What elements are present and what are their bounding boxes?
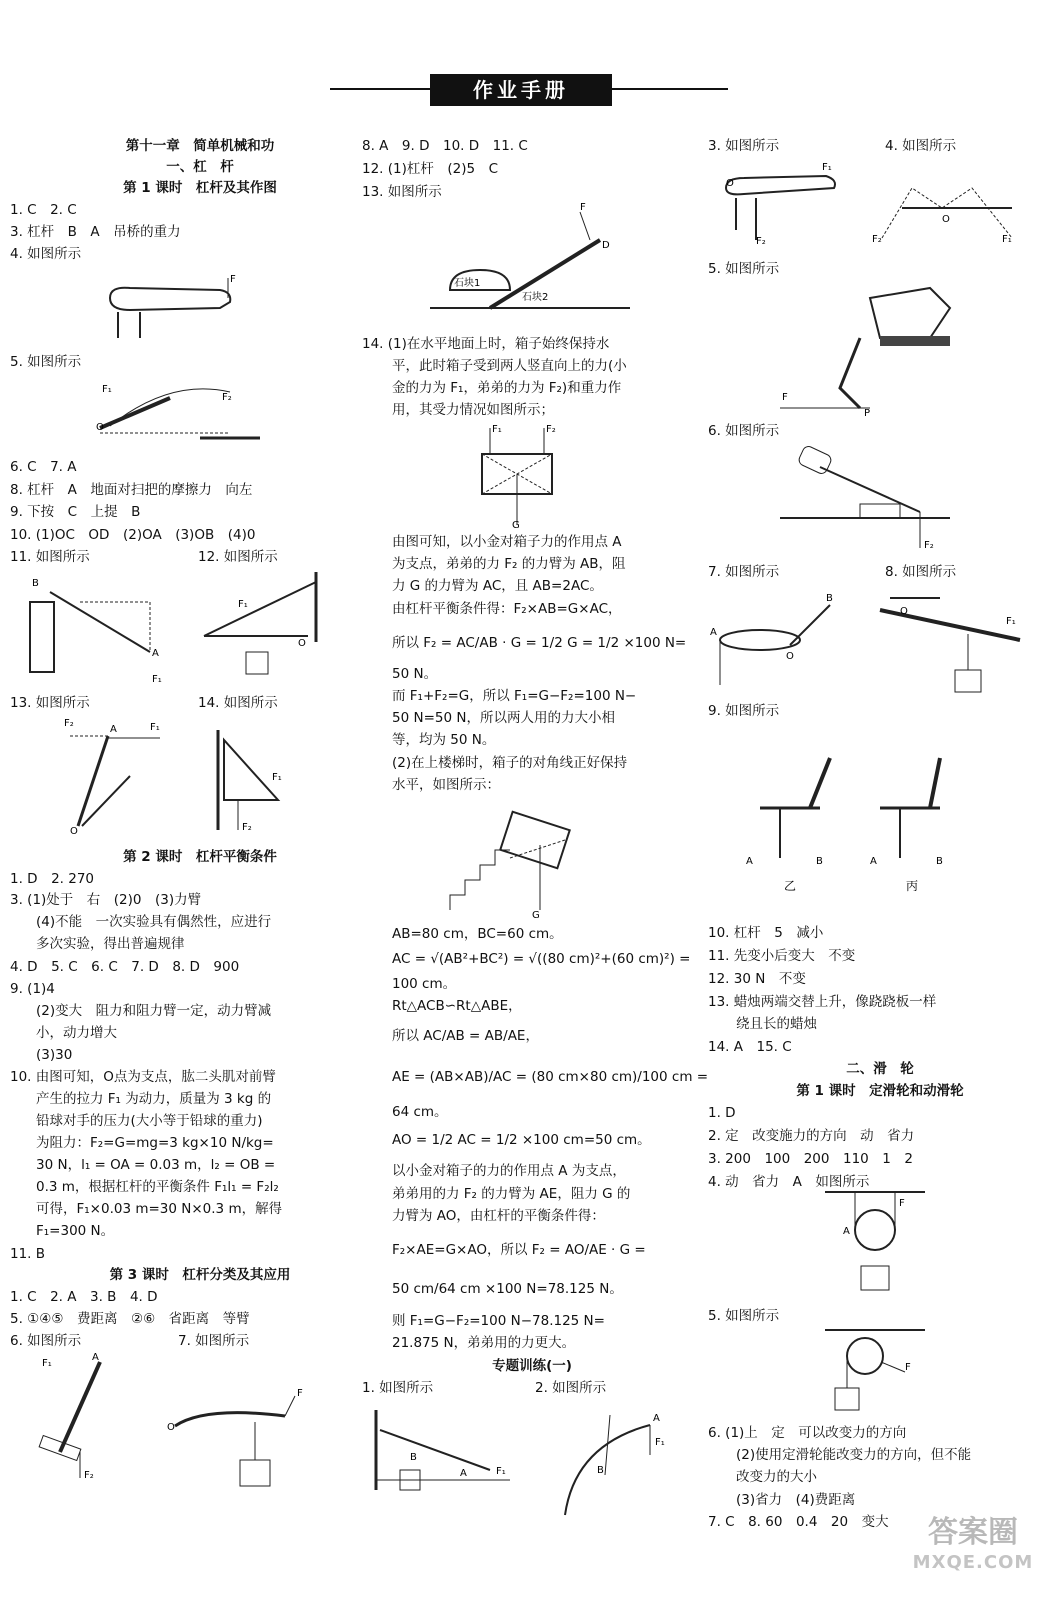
col1-line: 3. 杠杆 B A 吊桥的重力 [10,224,181,240]
col1-line: 6. 如图所示 [10,1333,82,1349]
col1-line: 铅球对手的压力(大小等于铅球的重力) [36,1113,263,1129]
svg-text:F: F [905,1362,911,1373]
col1-line: 6. C 7. A [10,459,77,475]
col1-line: 8. 杠杆 A 地面对扫把的摩擦力 向左 [10,482,253,498]
svg-text:O: O [726,178,734,189]
col3-line: 11. 先变小后变大 不变 [708,948,856,964]
col3-line: 7. C 8. 60 0.4 20 变大 [708,1514,889,1530]
col1-line: 7. 如图所示 [178,1333,250,1349]
col2-line: 50 cm/64 cm ×100 N=78.125 N。 [392,1281,623,1297]
svg-text:A: A [870,856,877,867]
col2-line: 等，均为 50 N。 [392,732,496,748]
chair-label-bing: 丙 [906,879,919,893]
pulley-figure-5 [825,1328,925,1418]
col1-line: 5. 如图所示 [10,354,82,370]
figure-6-col3 [780,442,950,552]
col3-line: 7. 如图所示 [708,564,780,580]
col3-line: 绕且长的蜡烛 [736,1016,817,1032]
svg-text:G: G [532,910,540,921]
svg-text:B: B [816,856,823,867]
svg-text:A: A [746,856,753,867]
watermark-logo [908,1514,1038,1578]
svg-text:B: B [826,593,833,604]
svg-text:F₂: F₂ [64,718,74,729]
col1-line: 11. 如图所示 [10,549,90,565]
col1-line: 9. 下按 C 上提 B [10,504,141,520]
svg-text:F₁: F₁ [152,674,162,685]
svg-text:D: D [602,240,610,251]
col1-line: 9. (1)4 [10,981,55,997]
lever-figure-6 [30,1352,140,1482]
col2-line: 专题训练(一) [492,1358,572,1374]
col1-line: (4)不能 一次实验具有偶然性，应进行 [36,914,272,930]
col2-line: 8. A 9. D 10. D 11. C [362,138,528,154]
stone-2-label: 石块2 [522,292,549,303]
col2-line: 以小金对箱子的力的作用点 A 为支点， [392,1163,626,1179]
col2-line: 2. 如图所示 [535,1380,607,1396]
col2-line: 力臂为 AO，由杠杆的平衡条件得： [392,1208,605,1224]
svg-text:B: B [597,1465,604,1476]
col2-line: 14. (1)在水平地面上时，箱子始终保持水 [362,336,610,352]
col1-line: 10. (1)OC OD (2)OA (3)OB (4)0 [10,527,256,543]
svg-text:F₁: F₁ [1006,616,1016,627]
wall-lever-figure-12 [198,572,328,692]
svg-text:A: A [460,1468,467,1479]
col2-line: 则 F₁=G−F₂=100 N−78.125 N= [392,1313,605,1329]
col2-line: (2)在上楼梯时，箱子的对角线正好保持 [392,755,628,771]
col1-line: 0.3 m，根据杠杆的平衡条件 F₁l₁ = F₂l₂ [36,1179,279,1195]
svg-text:A: A [710,627,717,638]
svg-text:A: A [152,648,159,659]
svg-text:F₁: F₁ [102,384,112,395]
col1-line: 14. 如图所示 [198,695,278,711]
wall-bracket-figure-14 [198,730,298,840]
col2-line: 50 N=50 N，所以两人用的力大小相 [392,710,615,726]
col3-line: 二、滑 轮 [846,1061,914,1077]
col3-line: (2)使用定滑轮能改变力的方向，但不能 [736,1447,972,1463]
svg-text:A: A [843,1226,850,1237]
svg-text:F: F [230,274,236,285]
col2-line: 1. 如图所示 [362,1380,434,1396]
svg-text:O: O [942,214,950,225]
col3-line: 5. 如图所示 [708,261,780,277]
col2-line: AC = √(AB²+BC²) = √((80 cm)²+(60 cm)²) = [392,951,691,967]
special-figure-1 [370,1400,520,1500]
svg-text:F₂: F₂ [924,540,934,551]
col2-line: 12. (1)杠杆 (2)5 C [362,161,499,177]
col1-line: 5. ①④⑤ 费距离 ②⑥ 省距离 等臂 [10,1311,250,1327]
col2-line: AE = (AB×AB)/AC = (80 cm×80 cm)/100 cm = [392,1069,709,1085]
col2-line: 弟弟用的力 F₂ 的力臂为 AE，阻力 G 的 [392,1186,631,1202]
figure-8-col3 [870,590,1030,700]
pulley-figure-4 [825,1190,925,1300]
svg-text:B: B [410,1452,417,1463]
svg-text:F: F [899,1198,905,1209]
col1-line: 4. 如图所示 [10,246,82,262]
col2-line: AO = 1/2 AC = 1/2 ×100 cm=50 cm。 [392,1132,651,1148]
col1-line: (2)变大 阻力和阻力臂一定，动力臂减 [36,1003,272,1019]
col3-line: 改变力的大小 [736,1469,817,1485]
col2-line: 50 N。 [392,666,438,682]
col3-line: 6. 如图所示 [708,423,780,439]
svg-text:A: A [653,1413,660,1424]
col2-line: Rt△ACB∽Rt△ABE， [392,998,522,1014]
figure-9-chairs [740,728,990,898]
col1-line: 为阻力：F₂=G=mg=3 kg×10 N/kg= [36,1135,274,1151]
col1-line: 一、杠 杆 [166,159,234,175]
col1-line: 第 3 课时 杠杆分类及其应用 [109,1267,291,1283]
svg-text:F₂: F₂ [222,392,232,403]
col3-line: 4. 如图所示 [885,138,957,154]
col2-line: 力 G 的力臂为 AC，且 AB=2AC。 [392,578,603,594]
svg-text:F₁: F₁ [822,162,832,173]
col3-line: 14. A 15. C [708,1039,792,1055]
figure-4-col3 [872,178,1022,248]
col3-line: 13. 蜡烛两端交替上升，像跷跷板一样 [708,994,937,1010]
page-title: 作业手册 [430,74,612,106]
watermark-text: 答案圈 [928,1515,1018,1550]
col2-line: 由图可知，以小金对箱子力的作用点 A [392,534,622,550]
svg-text:O: O [298,638,306,649]
col1-line: 可得，F₁×0.03 m=30 N×0.3 m，解得 [36,1201,283,1217]
col2-line: 由杠杆平衡条件得：F₂×AB=G×AC， [392,601,622,617]
col1-line: 1. C 2. C [10,202,77,218]
col2-line: 用，其受力情况如图所示； [392,402,554,418]
col3-line: 3. 如图所示 [708,138,780,154]
svg-text:O: O [786,651,794,662]
svg-text:P: P [864,408,871,419]
col2-line: 13. 如图所示 [362,184,442,200]
lever-figure-7 [165,1386,315,1496]
col2-line: 所以 F₂ = AC/AB · G = 1/2 G = 1/2 ×100 N= [392,635,687,651]
col3-line: 1. D [708,1105,736,1121]
figure-7-col3 [710,585,860,695]
svg-text:F₁: F₁ [496,1466,506,1477]
col3-line: 10. 杠杆 5 减小 [708,925,824,941]
col2-line: F₂×AE=G×AO，所以 F₂ = AO/AE · G = [392,1242,646,1258]
svg-text:F₂: F₂ [872,234,882,245]
col3-line: 9. 如图所示 [708,703,780,719]
svg-text:F₂: F₂ [546,424,556,435]
stairs-box-figure [450,800,590,920]
col1-line: 12. 如图所示 [198,549,278,565]
col1-line: (3)30 [36,1047,73,1063]
col3-line: 5. 如图所示 [708,1308,780,1324]
box-carry-figure [462,424,572,529]
col1-line: 10. 由图可知，O点为支点，肱二头肌对前臂 [10,1069,276,1085]
col2-line: 100 cm。 [392,976,457,992]
svg-text:F₁: F₁ [1002,234,1012,245]
svg-text:F: F [580,202,586,213]
col2-line: 水平，如图所示： [392,777,500,793]
chair-label-yi: 乙 [784,879,797,893]
col3-line: 6. (1)上 定 可以改变力的方向 [708,1425,907,1441]
col2-line: 21.875 N，弟弟用的力更大。 [392,1335,576,1351]
svg-text:G: G [512,520,520,531]
svg-text:O: O [70,826,78,837]
col3-line: 4. 动 省力 A 如图所示 [708,1174,870,1190]
col3-line: 3. 200 100 200 110 1 2 [708,1151,913,1167]
broom-figure-5 [90,378,270,458]
svg-text:F₁: F₁ [42,1358,52,1369]
svg-text:F₂: F₂ [756,236,766,247]
crowbar-figure-13 [430,200,630,320]
col1-line: 多次实验，得出普遍规律 [36,936,185,952]
svg-text:F₂: F₂ [242,822,252,833]
svg-text:F₁: F₁ [492,424,502,435]
col2-line: 为支点，弟弟的力 F₂ 的力臂为 AB，阻 [392,556,626,572]
col1-line: 30 N，l₁ = OA = 0.03 m，l₂ = OB = [36,1157,276,1173]
svg-text:B: B [32,578,39,589]
col1-line: 4. D 5. C 6. C 7. D 8. D 900 [10,959,240,975]
col1-line: 1. D 2. 270 [10,871,95,887]
svg-text:O: O [167,1422,175,1433]
col1-line: 1. C 2. A 3. B 4. D [10,1289,158,1305]
svg-text:F₁: F₁ [150,722,160,733]
col2-line: 而 F₁+F₂=G，所以 F₁=G−F₂=100 N− [392,688,637,704]
col2-line: 平，此时箱子受到两人竖直向上的力(小 [392,358,627,374]
col3-line: (3)省力 (4)费距离 [736,1492,856,1508]
col2-line: 64 cm。 [392,1104,448,1120]
svg-text:O: O [96,422,104,433]
stone-1-label: 石块1 [454,278,481,289]
col2-line: 所以 AC/AB = AB/AE， [392,1028,539,1044]
col1-line: 产生的拉力 F₁ 为动力，质量为 3 kg 的 [36,1091,272,1107]
svg-text:A: A [110,724,117,735]
col1-line: 第十一章 简单机械和功 [125,138,275,154]
lever-figure-13 [60,716,170,836]
svg-text:F₁: F₁ [655,1437,665,1448]
pump-figure-11 [20,572,170,692]
col3-line: 12. 30 N 不变 [708,971,806,987]
svg-text:F₁: F₁ [238,599,248,610]
figure-3-col3 [716,160,846,250]
col1-line: 3. (1)处于 右 (2)0 (3)力臂 [10,892,202,908]
svg-text:F₂: F₂ [84,1470,94,1481]
watermark-url: MXQE.COM [912,1552,1034,1573]
svg-text:B: B [936,856,943,867]
col1-line: 小，动力增大 [36,1025,117,1041]
svg-text:F: F [782,392,788,403]
col3-line: 8. 如图所示 [885,564,957,580]
lever-figure-4 [100,268,250,348]
col2-line: AB=80 cm，BC=60 cm。 [392,926,563,942]
col2-line: 金的力为 F₁，弟弟的力为 F₂)和重力作 [392,380,622,396]
special-figure-2 [555,1405,675,1525]
col3-line: 2. 定 改变施力的方向 动 省力 [708,1128,915,1144]
figure-5-col3 [780,278,960,418]
col1-line: 11. B [10,1246,46,1262]
col1-line: 13. 如图所示 [10,695,90,711]
svg-text:F: F [297,1388,303,1399]
svg-text:O: O [900,606,908,617]
svg-text:A: A [92,1352,99,1363]
col3-line: 第 1 课时 定滑轮和动滑轮 [796,1083,964,1099]
svg-text:F₁: F₁ [272,772,282,783]
col1-line: 第 2 课时 杠杆平衡条件 [123,849,277,865]
col1-line: F₁=300 N。 [36,1223,115,1239]
col1-line: 第 1 课时 杠杆及其作图 [123,180,277,196]
